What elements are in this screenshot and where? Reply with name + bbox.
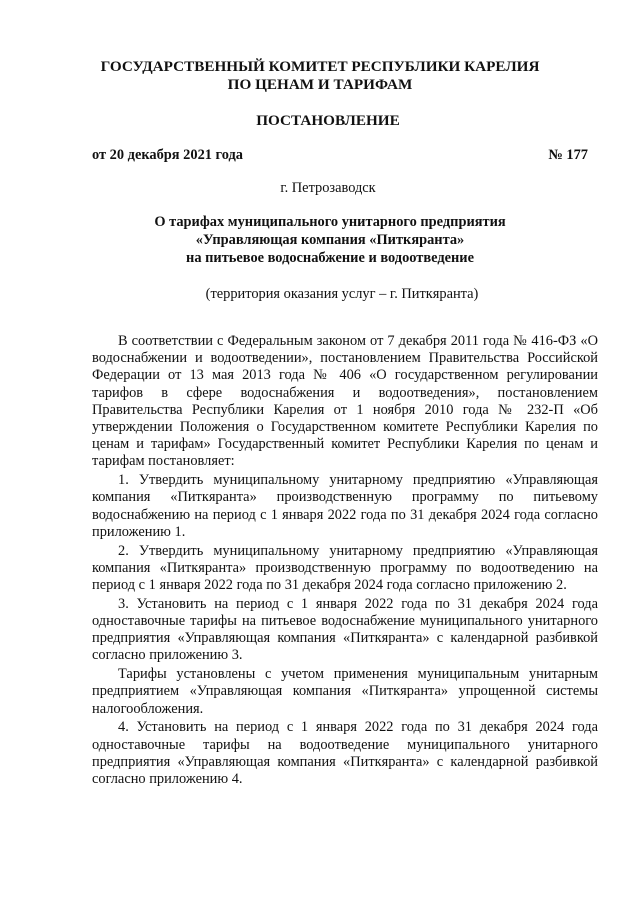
org-name-line2: ПО ЦЕНАМ И ТАРИФАМ <box>227 76 413 93</box>
tax-note-paragraph: Тарифы установлены с учетом применения муниципальным унитарным предприятием «Управляющая компания «Питкяранта» упрощенной системы налогообложения. <box>92 666 598 717</box>
territory-note: (территория оказания услуг – г. Питкяранта) <box>205 286 479 302</box>
title-line2: «Управляющая компания «Питкяранта» <box>195 232 465 248</box>
item-paragraph-4: 4. Установить на период с 1 января 2022 года по 31 декабря 2024 года одноставочные тарифы на водоотведение муниципального унитарного предприятия «Управляющая компания «Питкяранта» с календарной разбивкой согласно приложению 4. <box>92 719 598 788</box>
document-body <box>92 333 598 790</box>
item-paragraph-2: 2. Утвердить муниципальному унитарному предприятию «Управляющая компания «Питкяранта» производственную программу по водоотведению на период с 1 января 2022 года по 31 декабря 2024 года согласно приложению 2. <box>92 542 598 594</box>
title-line3: на питьевое водоснабжение и водоотведение <box>186 250 474 266</box>
org-name-line1: ГОСУДАРСТВЕННЫЙ КОМИТЕТ РЕСПУБЛИКИ КАРЕЛИЯ <box>100 58 540 75</box>
doc-type: ПОСТАНОВЛЕНИЕ <box>256 112 400 129</box>
doc-city: г. Петрозаводск <box>280 180 376 196</box>
doc-number: № 177 <box>548 147 588 163</box>
doc-date: от 20 декабря 2021 года <box>92 147 243 163</box>
preamble-paragraph: В соответствии с Федеральным законом от 7 декабря 2011 года № 416-ФЗ «О водоснабжении и водоотведении», постановлением Правительства Российской Федерации от 13 мая 2013 года № 406 «О государственном регулировании тарифов в сфере водоснабжения и водоотведения», постановлением Правительства Республики Карелия от 1 ноября 2010 года № 232-П «Об утверждении Положения о Государственном комитете Республики Карелия по ценам и тарифам» Государственный комитет Республики Карелия по ценам и тарифам постановляет: <box>92 333 598 470</box>
title-line1: О тарифах муниципального унитарного предприятия <box>154 214 506 230</box>
item-paragraph-1: 1. Утвердить муниципальному унитарному предприятию «Управляющая компания «Питкяранта» производственную программу по питьевому водоснабжению на период с 1 января 2022 года по 31 декабря 2024 года согласно приложению 1. <box>92 472 598 540</box>
item-paragraph-3: 3. Установить на период с 1 января 2022 года по 31 декабря 2024 года одноставочные тарифы на питьевое водоснабжение муниципального унитарного предприятия «Управляющая компания «Питкяранта» с календарной разбивкой согласно приложению 3. <box>92 595 598 664</box>
